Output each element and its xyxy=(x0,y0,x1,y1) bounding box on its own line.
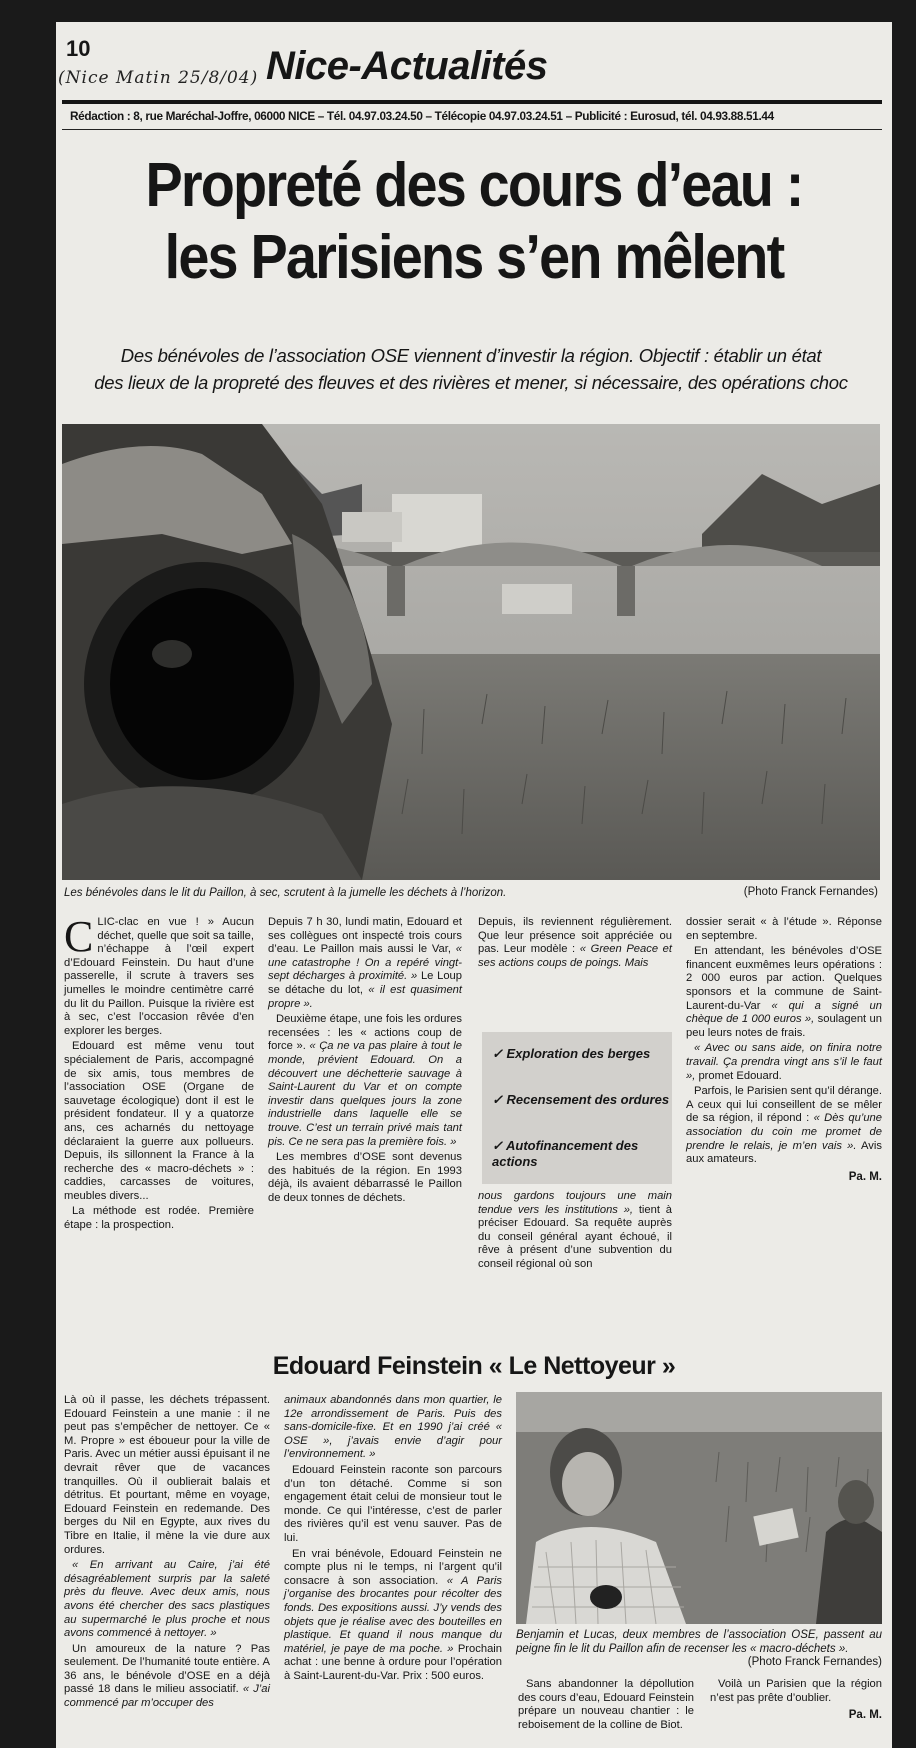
highlight-recensement: ✓ Recensement des ordures xyxy=(492,1092,670,1107)
article-column-3: Depuis, ils reviennent régulièrement. Que leur présence soit appréciée ou pas. Leur modèle : « Green Peace et ses actions coups de poings. Mais xyxy=(478,916,672,969)
article-column-2: Depuis 7 h 30, lundi matin, Edouard et ses collègues ont inspecté trois cours d’eau. Le Paillon mais aussi le Var, « une catastrophe ! On a repéré vingt-sept décharges à proximité. » Le Loup se détache du lot, « il est quasiment propre ». Deuxième étape, une fois les ordures recensées : les « actions coup de force ». « Ça ne va pas plaire à tout le monde, prévient Edouard. On a découvert une déchetterie sauvage à Saint-Laurent du Var et on compte investir dans quelques jours la zone industrielle dans laquelle elle se trouve. C’est un terrain privé mais tant pis. Ce ne sera pas la première fois. » Les membres d’OSE sont devenus des habitués de la région. En 1993 déjà, ils avaient débarrassé le Paillon de deux tonnes de déchets. xyxy=(268,916,462,1204)
portrait-signature: Pa. M. xyxy=(848,1709,882,1722)
portrait-column-2: animaux abandonnés dans mon quartier, le 12e arrondissement de Paris. Puis des sans-domicile-fixe. Et en 1990 j’ai créé « OSE », j’avais envie d’agir pour l’environnement. » Edouard Feinstein raconte son parcours d’un ton détaché. Comme si son engagement était celui de monsieur tout le monde. Ce qui l’intéresse, c’est de parler des rivières qu’il est venu sauver. Pas de lui. En vrai bénévole, Edouard Feinstein ne compte plus ni le temps, ni l’argent qu’il consacre à son association. « A Paris j’organise des brocantes pour récolter des fonds. Des expositions aussi. J’y vends des objets que je réalise avec des bouteilles en plastique. Et quand il nous manque du matériel, je paye de ma poche. » Prochain achat : une benne à ordure pour l’opération à Saint-Laurent-du-Var. Prix : 500 euros. xyxy=(284,1394,503,1682)
main-photo-caption: Les bénévoles dans le lit du Paillon, à sec, scrutent à la jumelle les déchets à l’horizon. xyxy=(64,887,507,899)
main-photo xyxy=(62,424,880,880)
portrait-column-4: Voilà un Parisien que la région n’est pas prête d’oublier. Pa. M. xyxy=(710,1678,882,1722)
highlight-exploration: ✓ Exploration des berges xyxy=(492,1046,651,1061)
drop-cap: C xyxy=(64,912,94,961)
section-title: Nice-Actualités xyxy=(266,44,548,88)
headline-line-1: Propreté des cours d’eau : xyxy=(145,151,803,220)
standfirst xyxy=(66,342,876,396)
article-signature: Pa. M. xyxy=(848,1170,882,1183)
portrait-column-3: Sans abandonner la dépollution des cours d’eau, Edouard Feinstein prépare un nouveau chantier : le reboisement de la colline de Biot. xyxy=(518,1678,695,1731)
portrait-photo-caption: Benjamin et Lucas, deux membres de l’association OSE, passent au peigne fin le lit du Paillon afin de recenser les « macro-déchets ». xyxy=(516,1629,882,1655)
handwritten-note: (Nice Matin 25/8/04) xyxy=(58,68,259,88)
main-photo-credit: (Photo Franck Fernandes) xyxy=(743,886,878,898)
article-column-3-continued: nous gardons toujours une main tendue vers les institutions », tient à préciser Edouard. Sa requête auprès du conseil général ayant échoué, il rêve à présent d’une subvention du conseil régional où son xyxy=(478,1190,672,1270)
newspaper-page xyxy=(56,22,892,1748)
headline-line-2: les Parisiens s’en mêlent xyxy=(164,223,784,292)
standfirst-line-1: Des bénévoles de l’association OSE viennent d’investir la région. Objectif : établir un état xyxy=(120,345,822,366)
portrait-title: Edouard Feinstein « Le Nettoyeur » xyxy=(272,1352,676,1380)
highlights-box xyxy=(482,1032,672,1184)
contact-rule xyxy=(62,129,882,130)
article-column-4: dossier serait « à l’étude ». Réponse en septembre. En attendant, les bénévoles d’OSE financent euxmêmes leurs opérations : 2 000 euros par action. Quelques sponsors et la commune de Saint-Laurent-du-Var « qui a signé un chèque de 1 000 euros », soulagent un peu leurs notes de frais. « Avec ou sans aide, on finira notre travail. Ça prendra vingt ans s’il le faut », promet Edouard. Parfois, le Parisien sent qu’il dérange. A ceux qui lui conseillent de se mêler de sa région, il répond : « Dès qu’une association du coin me promet de prendre le relais, je m’en vais ». Avis aux amateurs. Pa. M. xyxy=(686,916,882,1183)
page-number: 10 xyxy=(66,36,91,61)
masthead-rule xyxy=(62,100,882,104)
standfirst-line-2: des lieux de la propreté des fleuves et des rivières et mener, si nécessaire, des opérations choc xyxy=(94,372,848,393)
highlight-autofinancement: ✓ Autofinancement des actions xyxy=(492,1138,639,1169)
portrait-photo-credit: (Photo Franck Fernandes) xyxy=(747,1656,882,1668)
article-column-1: CLIC-clac en vue ! » Aucun déchet, quelle que soit sa taille, n’échappe à l’œil expert d’Edouard Feinstein. Du haut d’une passerelle, il scrute à travers ses jumelles le moindre centimètre carré du lit du Paillon. Puisque la rivière est à sec, c’est l’occasion rêvée d’en explorer les berges. Edouard est même venu tout spécialement de Paris, accompagné de six amis, tous membres de l’association OSE (Organe de sauvetage écologique) dont il est le président fondateur. Il y a quatorze ans, ces acharnés du nettoyage déclaraient la guerre aux pollueurs. Depuis, ils sillonnent la France à la recherche des « macro-déchets » : caddies, carcasses de voitures, meubles divers... La méthode est rodée. Première étape : la prospection. xyxy=(64,912,254,1232)
portrait-column-1: Là où il passe, les déchets trépassent. Edouard Feinstein a une manie : il ne peut pas s’empêcher de nettoyer. Ce « M. Propre » est éboueur pour la ville de Paris. Avec un métier aussi épuisant il ne devrait rêver que de vacances tranquilles. Où il oublierait balais et détritus. Et pourtant, même en voyage, Edouard Feinstein en redemande. Des berges du Nil en Egypte, aux rives du Tibre en Italie, il mène la vie dure aux ordures. « En arrivant au Caire, j’ai été désagréablement surpris par la saleté près du fleuve. Avec deux amis, nous avons été chercher des sacs plastiques au supermarché le plus proche et nous avons commencé à nettoyer. » Un amoureux de la nature ? Pas seulement. De l’humanité toute entière. A 36 ans, le bénévole d’OSE en a déjà passé 18 dans le milieu associatif. « J’ai commencé par m’occuper des xyxy=(64,1394,270,1710)
portrait-photo xyxy=(516,1392,882,1624)
contact-line: Rédaction : 8, rue Maréchal-Joffre, 06000 NICE – Tél. 04.97.03.24.50 – Télécopie 04.97.03.24.51 – Publicité : Eurosud, tél. 04.93.88.51.44 xyxy=(70,109,774,123)
